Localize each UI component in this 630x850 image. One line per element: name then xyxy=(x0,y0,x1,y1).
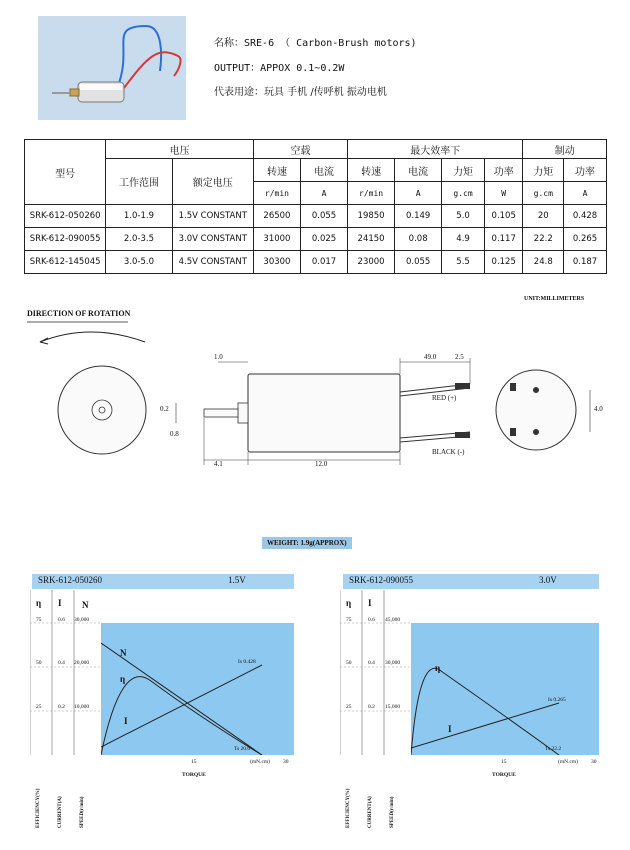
right-eff-tick: 75 xyxy=(346,617,352,623)
left-ts-label: Ts 20.0 xyxy=(234,746,251,752)
model-cell: SRK-612-050260 xyxy=(25,205,106,228)
right-chart-model: SRK-612-090055 xyxy=(349,575,414,585)
value-cell: 23000 xyxy=(348,251,395,274)
right-spd-tick: 45,000 xyxy=(385,617,401,623)
motor-shaft xyxy=(204,409,238,417)
left-eta-curve-label: η xyxy=(120,674,126,684)
model-cell: SRK-612-145045 xyxy=(25,251,106,274)
value-cell: 0.08 xyxy=(395,228,442,251)
right-spd-tick: 30,000 xyxy=(385,660,401,666)
model-header: 型号 xyxy=(25,140,106,205)
value-cell: 0.055 xyxy=(300,205,347,228)
left-chart-title-bar xyxy=(32,574,294,589)
voltage-group-header: 电压 xyxy=(106,140,254,159)
right-eff-tick: 50 xyxy=(346,660,352,666)
spec-table xyxy=(24,139,607,274)
model-cell: SRK-612-090055 xyxy=(25,228,106,251)
left-eff-axis-label: EFFICIENCY(%) xyxy=(36,788,41,828)
right-is-label: Is 0.265 xyxy=(548,697,566,703)
left-spd-axis-label: SPEED(r/min) xyxy=(80,796,85,828)
unit-cell: A xyxy=(564,182,607,205)
nl-speed-header: 转速 xyxy=(253,159,300,182)
dim-2: 49.0 xyxy=(424,353,437,361)
right-cur-tick: 0.6 xyxy=(368,617,375,623)
dim-1: 1.0 xyxy=(214,353,223,361)
red-terminal-label: RED (+) xyxy=(432,394,457,402)
nl-current-header: 电流 xyxy=(300,159,347,182)
left-spd-tick: 20,000 xyxy=(74,660,90,666)
me-torque-header: 力矩 xyxy=(442,159,485,182)
rated-cell: 4.5V CONSTANT xyxy=(172,251,253,274)
value-cell: 30300 xyxy=(253,251,300,274)
left-spd-tick: 10,000 xyxy=(74,704,90,710)
unit-label: UNIT:MILLIMETERS xyxy=(524,296,585,302)
left-x-label: TORQUE xyxy=(182,772,206,778)
right-eff-curve xyxy=(411,668,562,755)
left-chart-curves xyxy=(101,623,294,755)
left-i-symbol: I xyxy=(58,598,62,608)
value-cell: 0.055 xyxy=(395,251,442,274)
rear-view-circle xyxy=(496,370,576,450)
left-current-curve xyxy=(101,665,262,747)
black-terminal-label: BLACK (-) xyxy=(432,448,465,456)
st-torque-header: 力矩 xyxy=(523,159,564,182)
unit-cell: W xyxy=(484,182,523,205)
dim-3: 2.5 xyxy=(455,353,464,361)
left-x-tick: 30 xyxy=(283,759,289,765)
maxeff-group-header: 最大效率下 xyxy=(348,140,523,159)
left-x-tick: 15 xyxy=(191,759,197,765)
rotation-arrow xyxy=(40,332,145,342)
value-cell: 22.2 xyxy=(523,228,564,251)
right-eta-curve-label: η xyxy=(435,663,441,673)
value-cell: 24150 xyxy=(348,228,395,251)
left-cur-tick: 0.2 xyxy=(58,704,65,710)
right-eff-axis-label: EFFICIENCY(%) xyxy=(346,788,351,828)
value-cell: 31000 xyxy=(253,228,300,251)
table-row xyxy=(25,228,607,251)
value-cell: 24.8 xyxy=(523,251,564,274)
stall-group-header: 制动 xyxy=(523,140,607,159)
st-power-header: 功率 xyxy=(564,159,607,182)
left-chart-model: SRK-612-050260 xyxy=(38,575,103,585)
value-cell: 19850 xyxy=(348,205,395,228)
motor-photo-illustration xyxy=(38,16,186,120)
front-view-circle xyxy=(58,366,146,454)
value-cell: 20 xyxy=(523,205,564,228)
dim-8: 12.0 xyxy=(315,460,328,468)
mechanical-drawing xyxy=(0,300,630,480)
right-eff-tick: 25 xyxy=(346,704,352,710)
table-row xyxy=(25,251,607,274)
dim-7: 4.1 xyxy=(214,460,223,468)
right-i-symbol: I xyxy=(368,598,372,608)
left-cur-axis-label: CURRENT(A) xyxy=(58,796,63,828)
value-cell: 4.9 xyxy=(442,228,485,251)
range-cell: 2.0-3.5 xyxy=(106,228,172,251)
range-header: 工作范围 xyxy=(106,159,172,205)
dim-6: 0.8 xyxy=(170,430,179,438)
direction-label: DIRECTION OF ROTATION xyxy=(27,309,131,318)
value-cell: 5.0 xyxy=(442,205,485,228)
unit-cell: g.cm xyxy=(442,182,485,205)
value-cell: 0.125 xyxy=(484,251,523,274)
value-cell: 0.149 xyxy=(395,205,442,228)
range-cell: 3.0-5.0 xyxy=(106,251,172,274)
motor-photo xyxy=(38,16,186,120)
right-ts-label: Ts 22.2 xyxy=(545,746,562,752)
left-chart-voltage: 1.5V xyxy=(228,575,246,585)
left-i-curve-label: I xyxy=(124,716,128,726)
right-cur-axis-label: CURRENT(A) xyxy=(368,796,373,828)
motor-body xyxy=(248,374,400,452)
table-row xyxy=(25,205,607,228)
output-line: OUTPUT：APPOX 0.1~0.2W xyxy=(214,63,345,74)
left-spd-tick: 30,000 xyxy=(74,617,90,623)
right-x-tick: 30 xyxy=(591,759,597,765)
dim-4: 4.0 xyxy=(594,405,603,413)
right-chart-title-bar xyxy=(343,574,599,589)
unit-cell: r/min xyxy=(253,182,300,205)
range-cell: 1.0-1.9 xyxy=(106,205,172,228)
left-eff-tick: 75 xyxy=(36,617,42,623)
left-eff-tick: 25 xyxy=(36,704,42,710)
value-cell: 0.428 xyxy=(564,205,607,228)
right-chart-voltage: 3.0V xyxy=(539,575,557,585)
right-i-curve-label: I xyxy=(448,724,452,734)
right-chart-curves xyxy=(411,623,599,755)
product-name-line: 名称：SRE-6 （ Carbon-Brush motors) xyxy=(214,38,417,49)
me-power-header: 功率 xyxy=(484,159,523,182)
left-n-symbol: N xyxy=(82,600,89,610)
unit-cell: r/min xyxy=(348,182,395,205)
right-eta-symbol: η xyxy=(346,598,352,608)
right-spd-tick: 15,000 xyxy=(385,704,401,710)
noload-group-header: 空载 xyxy=(253,140,347,159)
value-cell: 0.025 xyxy=(300,228,347,251)
value-cell: 0.187 xyxy=(564,251,607,274)
left-x-unit: (mN.cm) xyxy=(250,759,271,765)
left-eta-symbol: η xyxy=(36,598,42,608)
right-current-curve xyxy=(411,703,559,748)
right-x-unit: (mN.cm) xyxy=(558,759,579,765)
value-cell: 5.5 xyxy=(442,251,485,274)
rated-cell: 1.5V CONSTANT xyxy=(172,205,253,228)
rated-cell: 3.0V CONSTANT xyxy=(172,228,253,251)
weight-label: WEIGHT: 1.9g(APPROX) xyxy=(262,537,352,549)
right-x-label: TORQUE xyxy=(492,772,516,778)
right-x-tick: 15 xyxy=(501,759,507,765)
left-is-label: Is 0.428 xyxy=(238,659,256,665)
value-cell: 26500 xyxy=(253,205,300,228)
left-eff-tick: 50 xyxy=(36,660,42,666)
unit-cell: A xyxy=(395,182,442,205)
left-n-curve-label: N xyxy=(120,648,127,658)
right-cur-tick: 0.4 xyxy=(368,660,375,666)
value-cell: 0.117 xyxy=(484,228,523,251)
right-spd-axis-label: SPEED(r/min) xyxy=(390,796,395,828)
unit-cell: g.cm xyxy=(523,182,564,205)
value-cell: 0.265 xyxy=(564,228,607,251)
right-cur-tick: 0.2 xyxy=(368,704,375,710)
value-cell: 0.017 xyxy=(300,251,347,274)
me-speed-header: 转速 xyxy=(348,159,395,182)
left-cur-tick: 0.6 xyxy=(58,617,65,623)
usage-line: 代表用途：玩具 手机 /传呼机 振动电机 xyxy=(214,87,387,98)
rated-header: 额定电压 xyxy=(172,159,253,205)
left-cur-tick: 0.4 xyxy=(58,660,65,666)
value-cell: 0.105 xyxy=(484,205,523,228)
unit-cell: A xyxy=(300,182,347,205)
me-current-header: 电流 xyxy=(395,159,442,182)
dim-5: 0.2 xyxy=(160,405,169,413)
